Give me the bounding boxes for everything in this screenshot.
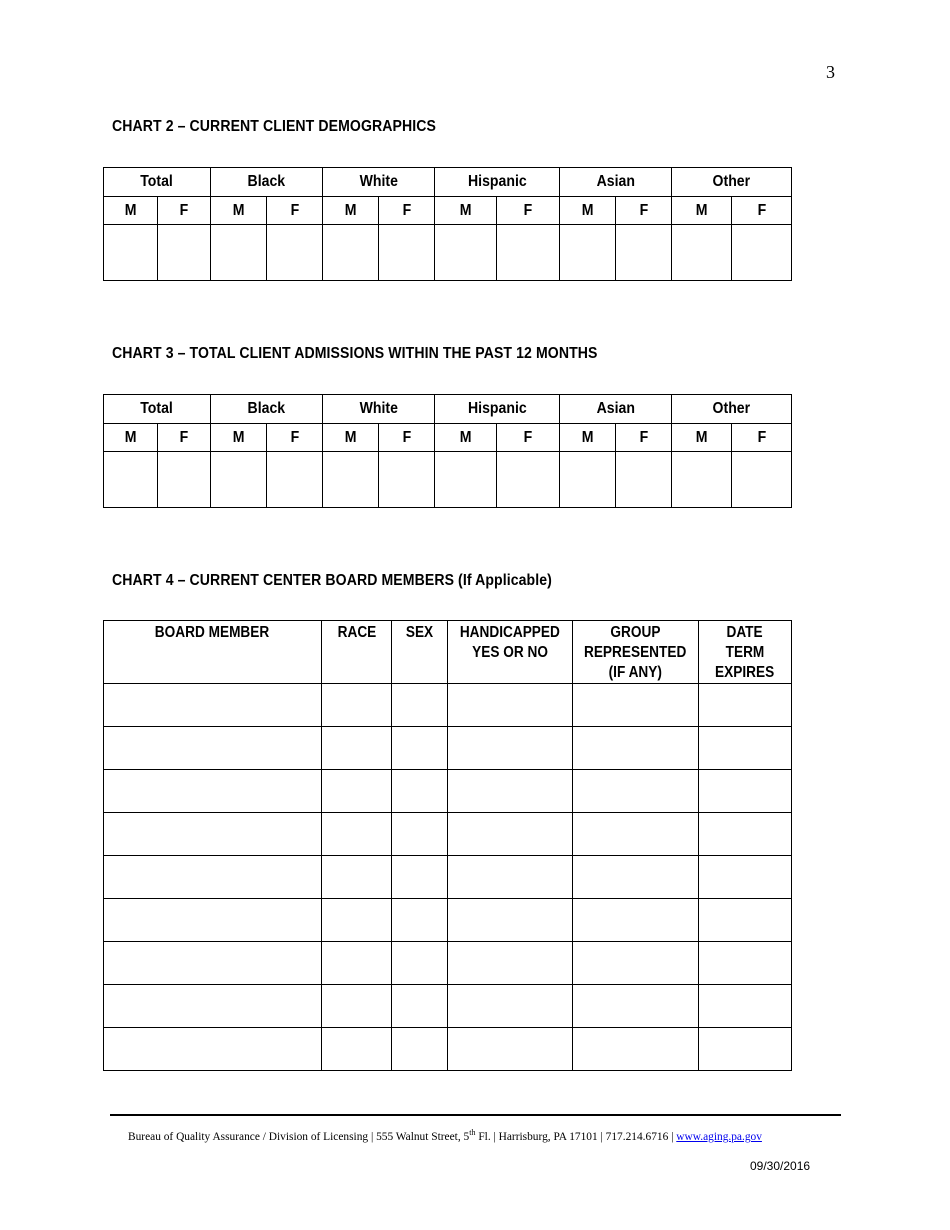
entry-cell[interactable]: [448, 727, 573, 770]
column-header-line: (IF ANY): [608, 664, 663, 681]
board-member-row: [104, 942, 792, 985]
entry-cell[interactable]: [104, 452, 158, 508]
board-member-row: [104, 684, 792, 727]
sex-header: [323, 197, 379, 225]
group-label: Total: [140, 173, 174, 190]
entry-cell[interactable]: [435, 225, 497, 281]
group-header: [435, 395, 560, 424]
sex-header: [211, 197, 267, 225]
entry-cell[interactable]: [448, 942, 573, 985]
chart3-title: CHART 3 – TOTAL CLIENT ADMISSIONS WITHIN THE PAST 12 MONTHS: [112, 345, 598, 362]
sex-label: M: [695, 428, 708, 446]
entry-cell[interactable]: [104, 225, 158, 281]
column-header-line: SEX: [405, 624, 434, 641]
entry-cell[interactable]: [392, 684, 448, 727]
sex-header: [672, 197, 732, 225]
group-header: [104, 168, 211, 197]
sex-label: F: [402, 428, 411, 446]
entry-cell[interactable]: [267, 225, 323, 281]
group-header: [435, 168, 560, 197]
group-header: [672, 168, 792, 197]
group-header: [211, 395, 323, 424]
revision-date: 09/30/2016: [750, 1159, 811, 1173]
column-header-line: TERM: [725, 644, 765, 661]
entry-cell[interactable]: [158, 452, 211, 508]
column-header: [699, 621, 792, 684]
entry-cell[interactable]: [699, 899, 792, 942]
entry-cell[interactable]: [573, 813, 699, 856]
entry-cell[interactable]: [560, 225, 616, 281]
group-header: [323, 168, 435, 197]
column-header: [392, 621, 448, 684]
entry-cell[interactable]: [322, 985, 392, 1028]
entry-cell[interactable]: [573, 727, 699, 770]
entry-cell[interactable]: [392, 1028, 448, 1071]
entry-cell[interactable]: [392, 942, 448, 985]
sex-header: [560, 197, 616, 225]
entry-cell[interactable]: [616, 452, 672, 508]
entry-cell[interactable]: [323, 225, 379, 281]
sex-label: F: [757, 428, 766, 446]
entry-cell[interactable]: [322, 942, 392, 985]
sex-label: M: [232, 428, 245, 446]
sex-header: [104, 424, 158, 452]
column-header: [104, 621, 322, 684]
entry-cell[interactable]: [448, 1028, 573, 1071]
sex-label: M: [695, 201, 708, 219]
entry-cell[interactable]: [322, 684, 392, 727]
column-header-line: BOARD MEMBER: [155, 624, 270, 641]
group-label: Other: [712, 173, 751, 190]
entry-cell[interactable]: [392, 899, 448, 942]
entry-cell[interactable]: [616, 225, 672, 281]
entry-cell[interactable]: [104, 856, 322, 899]
entry-cell[interactable]: [104, 813, 322, 856]
chart2-title: CHART 2 – CURRENT CLIENT DEMOGRAPHICS: [112, 118, 436, 135]
entry-cell[interactable]: [573, 684, 699, 727]
sex-header: [672, 424, 732, 452]
entry-cell[interactable]: [379, 225, 435, 281]
group-header: [560, 168, 672, 197]
entry-cell[interactable]: [158, 225, 211, 281]
footer-text-after: Fl. | Harrisburg, PA 17101 | 717.214.6716 |: [475, 1131, 677, 1143]
sex-label: M: [344, 201, 357, 219]
board-member-row: [104, 899, 792, 942]
entry-cell[interactable]: [392, 985, 448, 1028]
entry-cell[interactable]: [104, 942, 322, 985]
column-header-line: EXPIRES: [715, 664, 775, 681]
entry-cell[interactable]: [699, 727, 792, 770]
entry-cell[interactable]: [435, 452, 497, 508]
sex-label: M: [581, 428, 594, 446]
sex-label: M: [124, 201, 137, 219]
column-header-line: REPRESENTED: [584, 644, 687, 661]
entry-cell[interactable]: [104, 1028, 322, 1071]
entry-cell[interactable]: [699, 1028, 792, 1071]
board-member-row: [104, 727, 792, 770]
board-member-row: [104, 1028, 792, 1071]
entry-cell[interactable]: [448, 985, 573, 1028]
group-label: White: [359, 400, 398, 417]
footer-website-link[interactable]: www.aging.pa.gov: [676, 1131, 762, 1143]
entry-cell[interactable]: [379, 452, 435, 508]
page-number: 3: [826, 62, 835, 82]
chart2-table: [103, 167, 792, 281]
column-header-line: HANDICAPPED: [459, 624, 561, 641]
sex-header: [560, 424, 616, 452]
entry-cell[interactable]: [392, 856, 448, 899]
entry-cell[interactable]: [322, 1028, 392, 1071]
sex-label: M: [232, 201, 245, 219]
group-label: Black: [247, 173, 286, 190]
entry-cell[interactable]: [322, 899, 392, 942]
sex-label: F: [179, 201, 189, 219]
entry-cell[interactable]: [104, 985, 322, 1028]
sex-label: M: [581, 201, 594, 219]
sex-header: [379, 424, 435, 452]
entry-cell[interactable]: [448, 770, 573, 813]
sex-label: F: [179, 428, 189, 446]
sex-header: [267, 424, 323, 452]
entry-cell[interactable]: [448, 684, 573, 727]
entry-cell[interactable]: [104, 727, 322, 770]
group-header: [672, 395, 792, 424]
column-header-line: YES OR NO: [472, 644, 548, 661]
sex-header: [211, 424, 267, 452]
entry-cell[interactable]: [573, 770, 699, 813]
entry-cell[interactable]: [573, 985, 699, 1028]
sex-header: [379, 197, 435, 225]
footer-superscript: th: [469, 1128, 476, 1138]
column-header-line: RACE: [337, 624, 376, 641]
column-header-line: GROUP: [610, 624, 661, 641]
group-label: Asian: [596, 173, 635, 190]
sex-label: M: [124, 428, 137, 446]
board-member-row: [104, 985, 792, 1028]
group-header: [323, 395, 435, 424]
entry-cell[interactable]: [267, 452, 323, 508]
group-label: White: [359, 173, 398, 190]
sex-header: [158, 424, 211, 452]
entry-cell[interactable]: [573, 899, 699, 942]
board-member-row: [104, 856, 792, 899]
entry-cell[interactable]: [699, 684, 792, 727]
entry-cell[interactable]: [672, 225, 732, 281]
column-header: [322, 621, 392, 684]
sex-header: [616, 197, 672, 225]
group-header: [560, 395, 672, 424]
group-label: Hispanic: [467, 173, 527, 190]
group-header: [211, 168, 323, 197]
sex-header: [435, 197, 497, 225]
group-label: Hispanic: [467, 400, 527, 417]
entry-cell[interactable]: [497, 225, 560, 281]
sex-label: F: [639, 201, 648, 219]
sex-label: F: [523, 201, 533, 219]
sex-label: M: [459, 201, 472, 219]
sex-label: F: [402, 201, 411, 219]
sex-header: [616, 424, 672, 452]
entry-cell[interactable]: [560, 452, 616, 508]
sex-header: [267, 197, 323, 225]
group-label: Asian: [596, 400, 635, 417]
footer-rule: [110, 1114, 841, 1116]
entry-cell[interactable]: [104, 899, 322, 942]
column-header: [573, 621, 699, 684]
entry-cell[interactable]: [322, 770, 392, 813]
chart3-table: [103, 394, 792, 508]
entry-cell[interactable]: [322, 727, 392, 770]
sex-header: [104, 197, 158, 225]
entry-cell[interactable]: [732, 225, 792, 281]
entry-cell[interactable]: [104, 770, 322, 813]
chart4-title: CHART 4 – CURRENT CENTER BOARD MEMBERS (If Applicable): [112, 572, 552, 589]
group-label: Black: [247, 400, 286, 417]
sex-header: [497, 424, 560, 452]
footer-address: [128, 1128, 762, 1143]
entry-cell[interactable]: [448, 813, 573, 856]
entry-cell[interactable]: [322, 813, 392, 856]
sex-header: [732, 424, 792, 452]
entry-cell[interactable]: [392, 813, 448, 856]
sex-label: F: [290, 201, 299, 219]
sex-header: [323, 424, 379, 452]
group-label: Total: [140, 400, 174, 417]
entry-cell[interactable]: [699, 856, 792, 899]
entry-cell[interactable]: [699, 770, 792, 813]
sex-label: F: [639, 428, 648, 446]
sex-label: F: [523, 428, 533, 446]
entry-cell[interactable]: [573, 1028, 699, 1071]
entry-cell[interactable]: [322, 856, 392, 899]
entry-cell[interactable]: [211, 452, 267, 508]
entry-cell[interactable]: [104, 684, 322, 727]
sex-label: F: [290, 428, 299, 446]
entry-cell[interactable]: [573, 942, 699, 985]
sex-header: [732, 197, 792, 225]
entry-cell[interactable]: [497, 452, 560, 508]
sex-header: [497, 197, 560, 225]
entry-cell[interactable]: [672, 452, 732, 508]
sex-header: [435, 424, 497, 452]
entry-cell[interactable]: [392, 727, 448, 770]
group-header: [104, 395, 211, 424]
chart4-table: [103, 620, 792, 1071]
entry-cell[interactable]: [323, 452, 379, 508]
entry-cell[interactable]: [573, 856, 699, 899]
entry-cell[interactable]: [448, 856, 573, 899]
sex-label: M: [344, 428, 357, 446]
sex-label: M: [459, 428, 472, 446]
sex-header: [158, 197, 211, 225]
entry-cell[interactable]: [732, 452, 792, 508]
entry-cell[interactable]: [392, 770, 448, 813]
entry-cell[interactable]: [699, 985, 792, 1028]
entry-cell[interactable]: [211, 225, 267, 281]
entry-cell[interactable]: [699, 942, 792, 985]
board-member-row: [104, 770, 792, 813]
footer-text: Bureau of Quality Assurance / Division of Licensing | 555 Walnut Street, 5: [128, 1131, 470, 1143]
entry-cell[interactable]: [448, 899, 573, 942]
sex-label: F: [757, 201, 766, 219]
column-header-line: DATE: [726, 624, 764, 641]
group-label: Other: [712, 400, 751, 417]
column-header: [448, 621, 573, 684]
board-member-row: [104, 813, 792, 856]
entry-cell[interactable]: [699, 813, 792, 856]
